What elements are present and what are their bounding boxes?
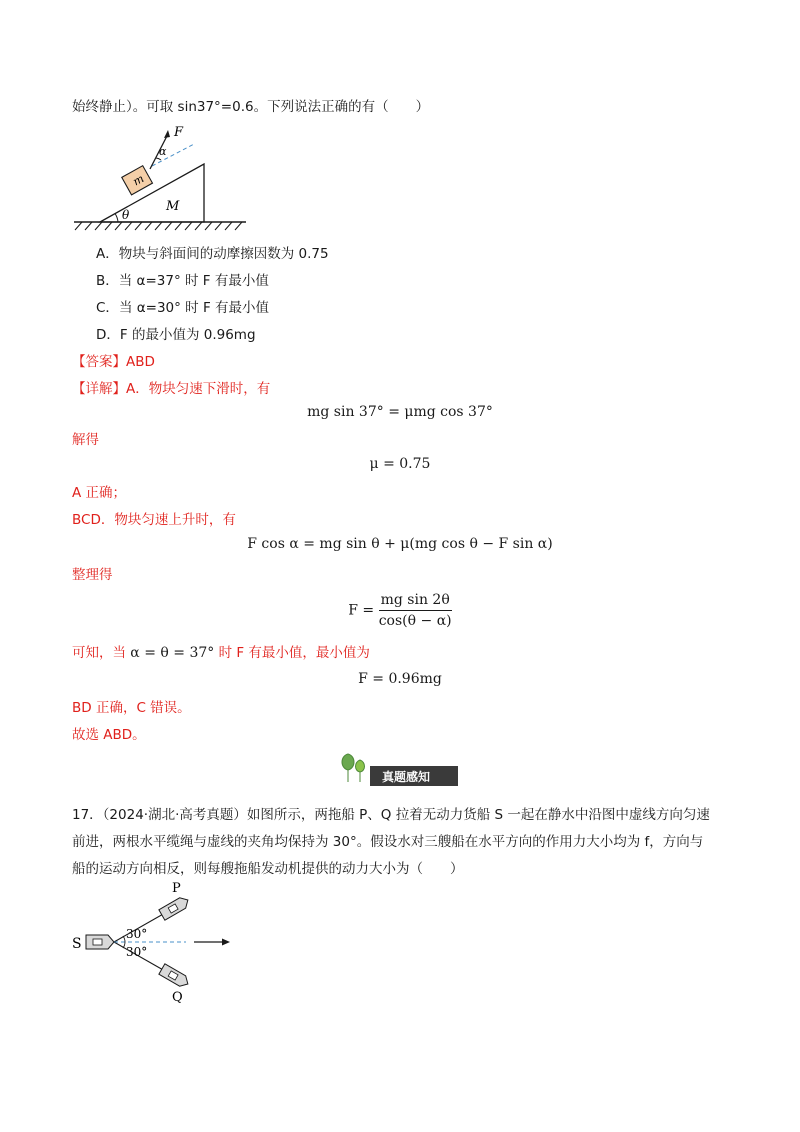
bd-conclusion: BD 正确，C 错误。 [72,700,191,716]
q17-line-1: 17．（2024·湖北·高考真题）如图所示，两拖船 P、Q 拉着无动力货船 S 一起在静水中沿图中虚线方向匀速 [72,807,710,823]
incline-figure [70,122,250,232]
alpha-label: α [159,145,167,158]
mass-incline-label: M [166,199,180,214]
theta-arc [115,214,118,223]
boats-figure [70,880,240,1005]
q17-line-2: 前进，两根水平缆绳与虚线的夹角均保持为 30°。假设水对三艘船在水平方向的作用力大小均为 f，方向与 [72,834,704,850]
tree-icon-small [356,760,365,782]
answer-line: 【答案】ABD [72,354,155,370]
equation-3: F cos α = mg sin θ + μ(mg cos θ − F sin α) [247,536,553,552]
motion-arrowhead [222,939,230,946]
option-b: B．当 α=37° 时 F 有最小值 [96,273,269,289]
boat-p-label: P [172,881,181,896]
equation-4-denominator: cos(θ − α) [378,613,452,629]
badge-title: 真题感知 [382,770,431,784]
boat-p [159,895,191,920]
arrange-label: 整理得 [72,567,113,583]
equation-4 [0,592,800,629]
force-arrowhead [164,130,170,138]
equation-2: μ = 0.75 [369,456,431,472]
boat-q-label: Q [172,990,183,1005]
option-a: A．物块与斜面间的动摩擦因数为 0.75 [96,246,329,262]
final-choice: 故选 ABD。 [72,727,146,743]
equation-4-numerator: mg sin 2θ [379,592,452,611]
block-m [122,166,153,195]
force-label: F [174,125,184,140]
alpha-arc [156,158,161,160]
boat-s [86,935,114,949]
ground-hatch [75,222,242,230]
section-badge [338,752,460,788]
detail-line: 【详解】A．物块匀速下滑时，有 [72,381,271,397]
q16-intro-line: 始终静止）。可取 sin37°=0.6。下列说法正确的有（ ） [72,99,430,115]
equation-1: mg sin 37° = μmg cos 37° [307,404,493,420]
incline-wedge [100,164,204,222]
solve-label: 解得 [72,432,99,448]
boat-s-label: S [72,936,82,952]
equation-5: F = 0.96mg [358,671,442,687]
boat-q [159,964,191,989]
equation-4-fraction [379,592,452,629]
know-line: 可知，当 α = θ = 37° 时 F 有最小值，最小值为 [72,645,370,661]
option-c: C．当 α=30° 时 F 有最小值 [96,300,270,316]
q17-line-3: 船的运动方向相反，则每艘拖船发动机提供的动力大小为（ ） [72,861,464,877]
equation-4-lhs: F = [348,602,375,619]
angle-top-label: 30° [126,927,148,941]
option-d: D．F 的最小值为 0.96mg [96,327,256,343]
tree-icon [342,754,354,782]
svg-text:m: m [130,171,147,189]
bcd-intro-line: BCD．物块匀速上升时，有 [72,512,236,528]
theta-label: θ [122,208,130,222]
know-condition: α = θ = 37° [130,645,215,661]
a-correct-line: A 正确； [72,485,127,501]
angle-bottom-label: 30° [126,945,148,959]
